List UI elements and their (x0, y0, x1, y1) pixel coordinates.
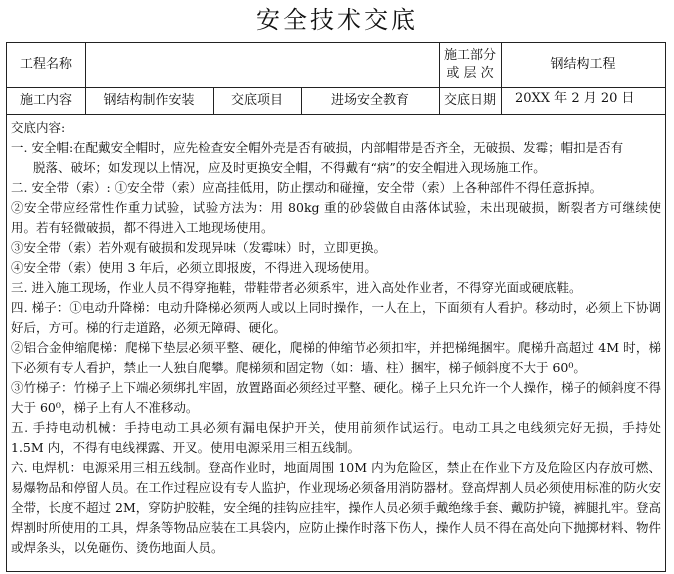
section-label (439, 43, 501, 87)
content-line: 三. 进入施工现场，作业人员不得穿拖鞋，带鞋带者必须系牢，进入高处作业者，不得穿光面或硬底鞋。 (11, 280, 582, 295)
content-label: 施工内容 (19, 92, 72, 108)
content-line: 六. 电焊机：电源采用三相五线制。登高作业时，地面周围 10M 内为危险区，禁止在作业下方及危险区内存放可燃、易爆物品和停留人员。在工作过程应设有专人监护，作业现场必须备用消防器材。登高焊割人员必须使用标准的防火安全带，长度不超过 2M，穿防护胶鞋，安全绳的挂钩应挂牢，操作人员必须手戴绝缘手套、戴防护镜，裤腿扎牢。登高焊割时所使用的工具，焊条等物品应装在工具袋内，应防止操作时落下伤人，操作人员不得在高处向下抛掷材料、物件或焊条头，以免砸伤、烫伤地面人员。 (11, 460, 662, 555)
content-line: 二. 安全带（索）: ①安全带（索）应高挂低用，防止摆动和碰撞，安全带（索）上各种部件不得任意拆掉。 (11, 180, 603, 195)
content-line: ③安全带（索）若外观有破损和发现异味（发霉味）时，立即更换。 (11, 240, 387, 255)
project-name-label: 工程名称 (19, 57, 72, 72)
content-line: ②安全带应经常性作重力试验，试验方法为：用 80kg 重的砂袋做自由落体试验，未出现破损，断裂者方可继续使用。若有轻微破损，都不得进入工地现场使用。 (11, 200, 661, 235)
section-value: 钢结构工程 (550, 57, 616, 72)
item-value: 进场安全教育 (330, 92, 409, 108)
project-name-value (85, 43, 439, 87)
item-label: 交底项目 (230, 92, 283, 108)
content-line: 五. 手持电动机械：手持电动工具必须有漏电保护开关，使用前须作试运行。电动工具之电线须完好无损，手持处 1.5M 内，不得有电线裸露、开叉。使用电源采用三相五线制。 (11, 420, 661, 455)
col-divider (439, 43, 440, 114)
col-divider (85, 43, 86, 114)
col-divider (301, 87, 302, 114)
date-value: 20XX 年 2 月 20 日 (515, 91, 635, 106)
content-line: 一. 安全帽:在配戴安全帽时，应先检查安全帽外壳是否有破损，内部帽带是否齐全，无破损、发霉；帽扣是否有 (11, 140, 624, 155)
date-label: 交底日期 (443, 92, 496, 108)
content-line: ②铝合金伸缩爬梯：爬梯下垫层必须平整、硬化，爬梯的伸缩节必须扣牢，并把梯绳捆牢。爬梯升高超过 4M 时，梯下必须有专人看护，禁止一人独自爬攀。爬梯须和固定物（如：墙、柱）捆牢，梯子倾斜度不大于 60⁰。 (11, 340, 661, 375)
row-divider (7, 87, 665, 88)
content-line: 脱落、破坏；如发现以上情况，应及时更换安全帽，不得戴有“病”的安全帽进入现场施工作。 (33, 160, 546, 175)
row-divider (7, 114, 665, 115)
section-label-line2: 或 层 次 (446, 66, 494, 81)
content-line: ④安全带（索）使用 3 年后，必须立即报废，不得进入现场使用。 (11, 260, 377, 275)
content-line: 四. 梯子：①电动升降梯：电动升降梯必须两人或以上同时操作，一人在上，下面须有人看护。移动时，必须上下协调好后，方可。梯的行走道路，必须无障碍、硬化。 (11, 300, 661, 335)
disclosure-form (6, 42, 666, 572)
content-value: 钢结构制作安装 (103, 92, 195, 108)
content-heading: 交底内容: (11, 120, 66, 135)
col-divider (213, 87, 214, 114)
col-divider (501, 43, 502, 114)
page-title: 安全技术交底 (256, 6, 418, 34)
disclosure-content (11, 118, 661, 558)
section-label-line1: 施工部分 (443, 48, 496, 63)
content-line: ③竹梯子：竹梯子上下端必须绑扎牢固，放置路面必须经过平整、硬化。梯子上只允许一个人操作，梯子的倾斜度不得大于 60⁰，梯子上有人不准移动。 (11, 380, 662, 415)
